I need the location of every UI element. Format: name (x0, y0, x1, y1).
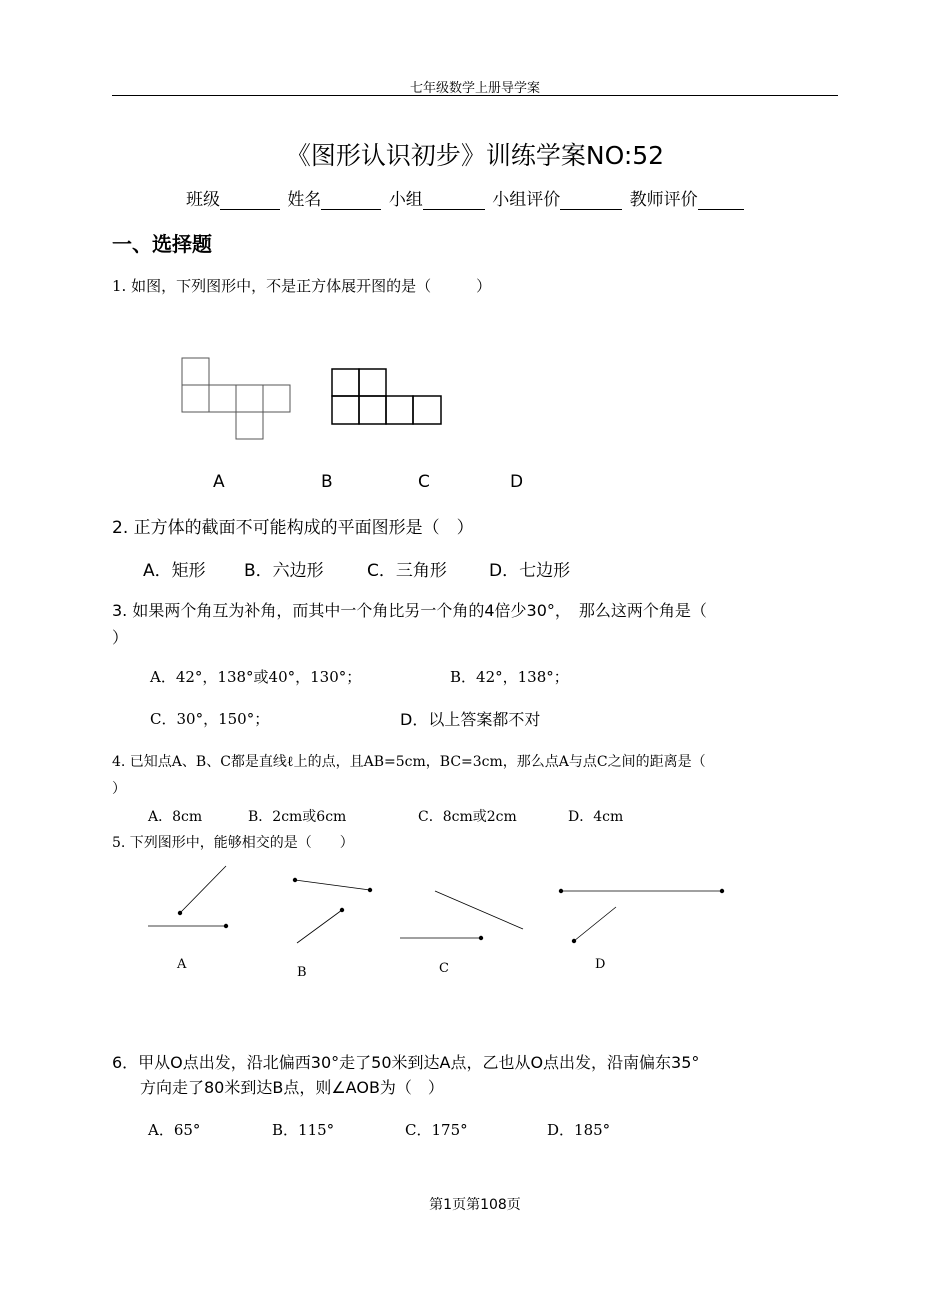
q5-label-d: D (595, 957, 606, 972)
net-b-square (332, 369, 359, 396)
figure-b-segment (295, 880, 370, 890)
field-group-eval-label: 小组评价 (492, 190, 561, 210)
net-b-square (386, 396, 413, 424)
question-5-text: 5. 下列图形中，能够相交的是（ ） (112, 835, 354, 851)
figure-b-ray (297, 910, 342, 943)
figure-d-point (572, 939, 576, 943)
figure-d-point (720, 889, 724, 893)
net-a-square (209, 385, 236, 412)
q6-option-a: A．65° (148, 1121, 201, 1139)
field-class-label: 班级 (186, 190, 220, 210)
q1-label-c: C (418, 472, 430, 492)
figure-c-line (435, 891, 523, 929)
question-4-line2: ） (112, 781, 126, 797)
q1-cube-nets-figure (170, 350, 460, 450)
figure-d-point (559, 889, 563, 893)
q4-option-b: B．2cm或6cm (248, 809, 347, 825)
q1-label-d: D (510, 472, 524, 492)
field-name-label: 姓名 (287, 190, 322, 210)
q2-option-b: B．六边形 (244, 561, 324, 581)
net-b-square (359, 396, 386, 424)
net-a-square (236, 385, 263, 412)
question-4-line1: 4. 已知点A、B、C都是直线ℓ上的点，且AB=5cm，BC=3cm，那么点A与点C之间的距离是（ (112, 754, 706, 770)
net-b-square (332, 396, 359, 424)
figure-a-ray (180, 866, 226, 913)
question-6-line1: 6．甲从O点出发，沿北偏西30°走了50米到达A点，乙也从O点出发，沿南偏东35° (112, 1053, 700, 1072)
q4-option-c: C．8cm或2cm (418, 809, 517, 825)
q5-label-b: B (297, 965, 307, 980)
figure-d-ray (574, 907, 616, 941)
q3-option-c: C．30°，150°； (150, 710, 270, 728)
question-3-line2: ） (112, 628, 129, 647)
q1-label-b: B (321, 472, 333, 492)
q4-option-d: D．4cm (568, 809, 624, 825)
section-heading: 一、选择题 (112, 232, 212, 256)
q2-option-d: D．七边形 (489, 561, 571, 581)
figure-a-point (178, 911, 182, 915)
q2-option-a: A．矩形 (143, 561, 206, 581)
field-group-label: 小组 (388, 190, 423, 210)
field-group-eval-blank[interactable] (560, 193, 622, 210)
q6-option-b: B．115° (272, 1121, 335, 1139)
student-info-fields (186, 185, 746, 210)
page-title: 《图形认识初步》训练学案NO:52 (285, 141, 665, 170)
q6-option-c: C．175° (405, 1121, 468, 1139)
header-divider (112, 95, 838, 96)
net-a-square (236, 412, 263, 439)
q1-label-a: A (213, 472, 225, 492)
net-a-square (263, 385, 290, 412)
field-teacher-eval-label: 教师评价 (629, 190, 698, 210)
page-footer: 第1页第108页 (429, 1197, 521, 1213)
question-3-line1: 3. 如果两个角互为补角，而其中一个角比另一个角的4倍少30°， 那么这两个角是（ (112, 601, 707, 620)
q3-option-d: D．以上答案都不对 (400, 710, 541, 729)
field-class-blank[interactable] (220, 193, 280, 210)
figure-a-point (224, 924, 228, 928)
figure-b-point (368, 888, 372, 892)
field-group-blank[interactable] (423, 193, 485, 210)
q4-option-a: A．8cm (148, 809, 203, 825)
net-b-square (413, 396, 441, 424)
q3-option-a: A．42°，138°或40°，130°； (150, 668, 362, 686)
figure-b-point (340, 908, 344, 912)
q6-option-d: D．185° (547, 1121, 611, 1139)
figure-b-point (293, 878, 297, 882)
q2-option-c: C．三角形 (367, 561, 447, 581)
page-header: 七年级数学上册导学案 (409, 81, 540, 96)
question-2-text: 2. 正方体的截面不可能构成的平面图形是（ ） (112, 518, 474, 538)
question-6-line2: 方向走了80米到达B点，则∠AOB为（ ） (140, 1078, 444, 1097)
net-a-square (182, 358, 209, 385)
net-b-square (359, 369, 386, 396)
figure-c-point (479, 936, 483, 940)
net-a-square (182, 385, 209, 412)
q3-option-b: B．42°，138°； (450, 668, 569, 686)
field-teacher-eval-blank[interactable] (698, 193, 744, 210)
field-name-blank[interactable] (321, 193, 381, 210)
q5-label-a: A (177, 957, 187, 972)
question-1-text: 1. 如图，下列图形中，不是正方体展开图的是（ ） (112, 277, 492, 295)
q5-lines-figure (140, 860, 740, 950)
q5-label-c: C (439, 961, 449, 976)
